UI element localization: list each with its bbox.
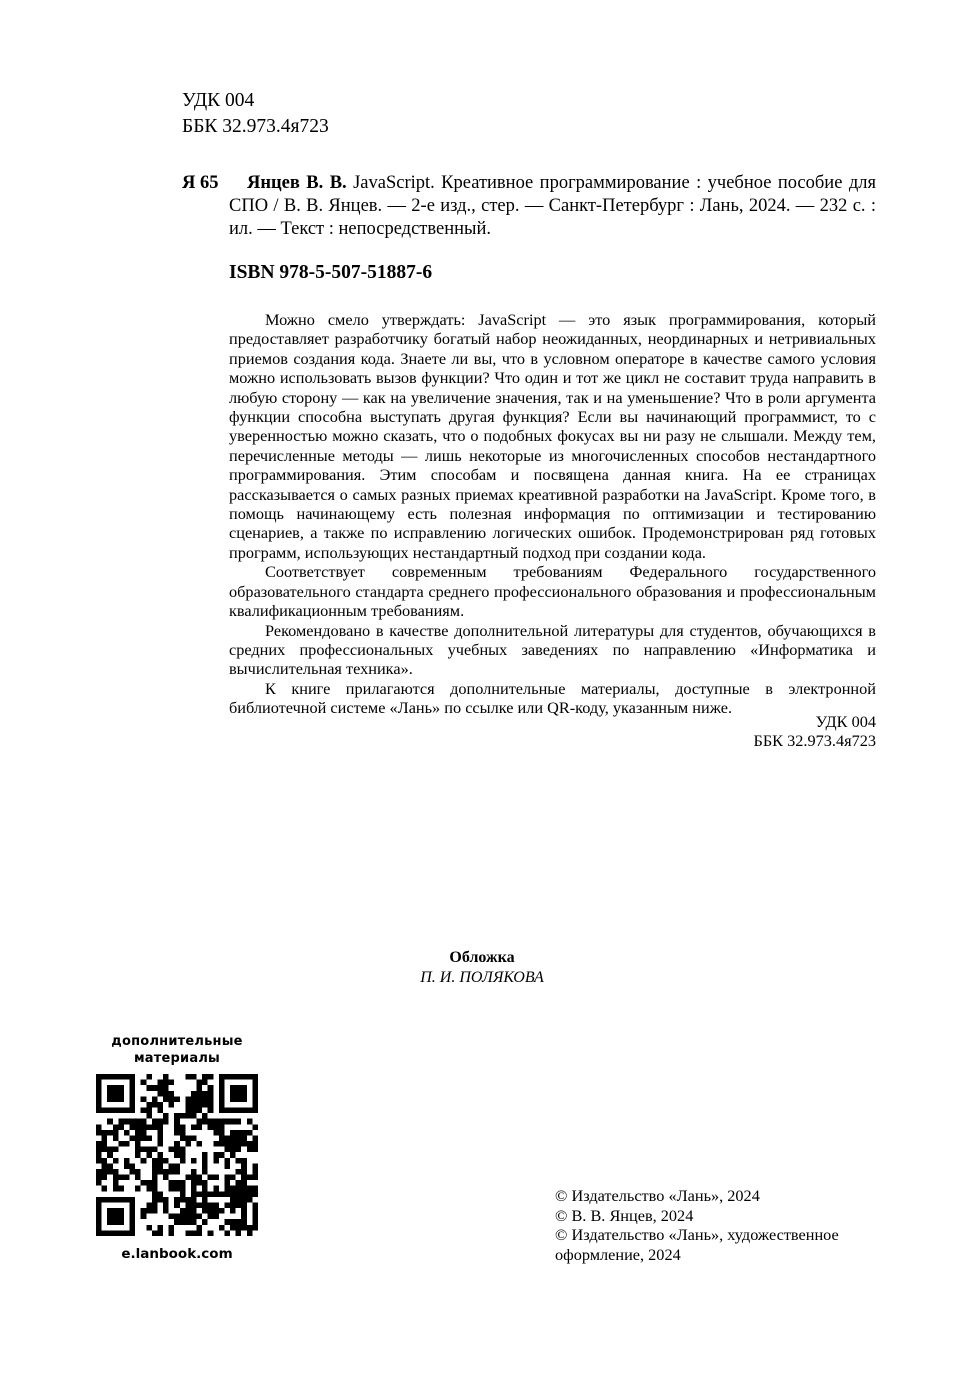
udk-code: УДК 004 — [815, 712, 876, 731]
catalog-entry — [182, 172, 876, 241]
copyright-block — [555, 1186, 876, 1264]
qr-caption-line: дополнительные — [111, 1034, 243, 1049]
abstract-paragraph: Рекомендовано в качестве дополнительной литературы для студентов, обучающихся в средних профессиональных учебных заведениях по направлению «Информатика и вычислительная техника». — [229, 620, 876, 679]
classification-footer — [640, 712, 876, 751]
classification-header — [182, 88, 329, 140]
udk-code: УДК 004 — [182, 90, 255, 111]
abstract-paragraph: Соответствует современным требованиям Федерального государственного образовательного стандарта среднего профессионального образования и профессиональным квалификационным требованиям. — [229, 562, 876, 621]
copyright-line: © В. В. Янцев, 2024 — [555, 1205, 694, 1225]
qr-block — [96, 1033, 258, 1262]
abstract-paragraph: К книге прилагаются дополнительные материалы, доступные в электронной библиотечной системе «Лань» по ссылке или QR-коду, указанным ниже. — [229, 678, 876, 718]
qr-url[interactable]: e.lanbook.com — [121, 1246, 233, 1262]
copyright-line: © Издательство «Лань», художественное оформление, 2024 — [555, 1225, 839, 1264]
bibliographic-description — [229, 172, 876, 241]
abstract-paragraph: Можно смело утверждать: JavaScript — это язык программирования, который предоставляет разработчику богатый набор неожиданных, неординарных и нетривиальных приемов создания кода. Знаете ли вы, что в условном операторе в качестве самого условия можно использовать вызов функции? Что один и тот же цикл не составит труда направить в любую сторону — как на увеличение значения, так и на уменьшение? Что в роли аргумента функции способна выступать другая функция? Если вы начинающий программист, то с уверенностью можно сказать, что о подобных фокусах вы ни разу не слышали. Между тем, перечисленные методы — лишь некоторые из многочисленных способов нестандартного программирования. Этим способам и посвящена данная книга. На ее страницах рассказывается о самых разных приемах креативной разработки на JavaScript. Кроме того, в помощь начинающему есть полезная информация по оптимизации и тестированию сценариев, а также по исправлению логических ошибок. Продемонстрирован ряд готовых программ, использующих нестандартный подход при создании кода. — [229, 310, 876, 562]
bbk-code: ББК 32.973.4я723 — [182, 116, 329, 137]
isbn: ISBN 978-5-507-51887-6 — [229, 262, 433, 283]
abstract — [229, 310, 876, 718]
copyright-line: © Издательство «Лань», 2024 — [555, 1186, 760, 1205]
qr-caption — [96, 1033, 258, 1067]
author-sign: Я 65 — [182, 173, 219, 193]
qr-caption-line: материалы — [133, 1051, 220, 1066]
qr-code-icon[interactable] — [96, 1074, 258, 1236]
bbk-code: ББК 32.973.4я723 — [753, 731, 876, 751]
cover-credit — [380, 948, 584, 988]
author-name: Янцев В. В. — [247, 173, 347, 193]
cover-designer: П. И. ПОЛЯКОВА — [420, 969, 544, 986]
cover-label: Обложка — [449, 949, 515, 966]
description-text: JavaScript. Креативное программирование : учебное пособие для СПО / В. В. Янцев. — 2-е изд., стер. — Санкт-Петербург : Лань, 2024. — 232 с. : ил. — Текст : непосредственный. — [229, 173, 876, 239]
